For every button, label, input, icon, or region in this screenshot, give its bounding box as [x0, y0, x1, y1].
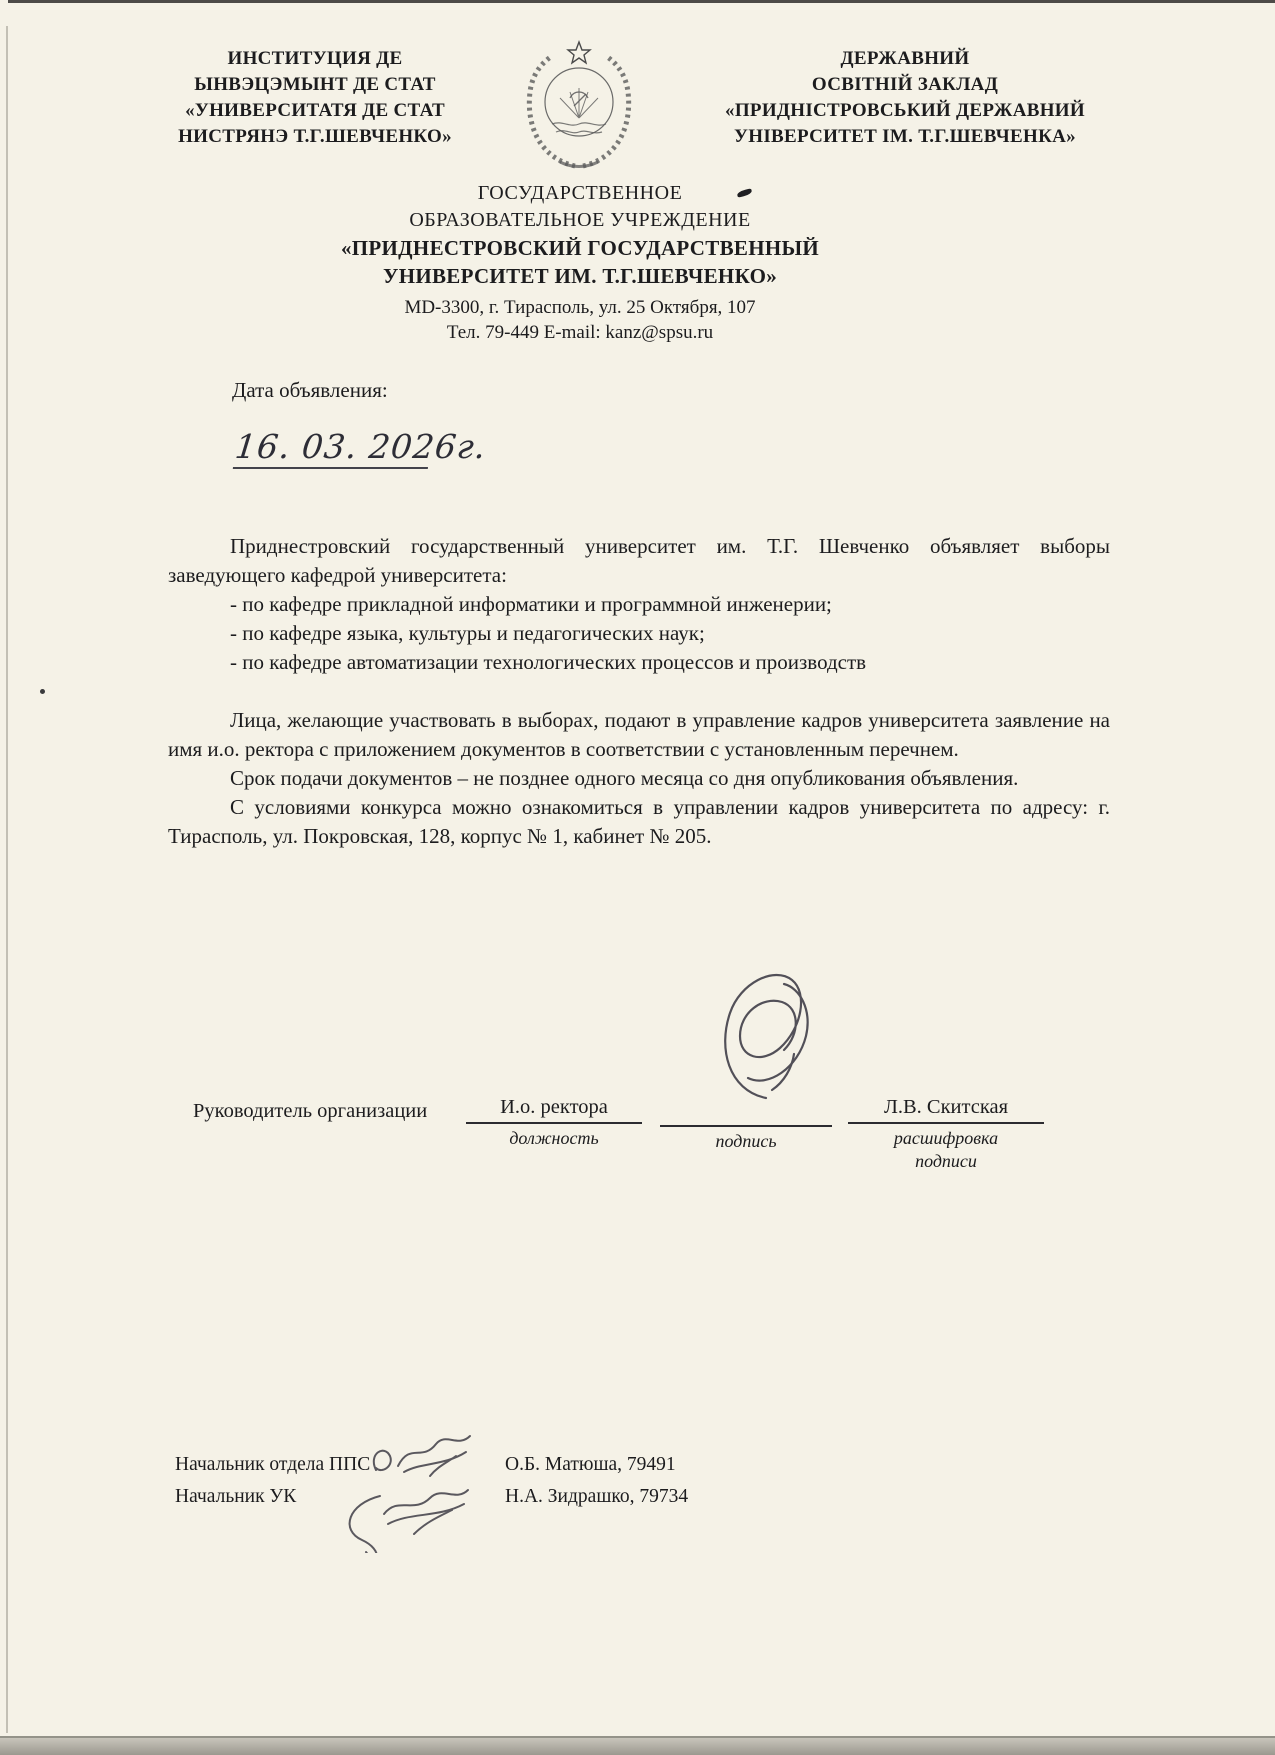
rector-signature [688, 958, 838, 1103]
paragraph-deadline: Срок подачи документов – не позднее одного месяца со дня опубликования объявления. [230, 766, 1019, 790]
scan-edge-top [8, 0, 1275, 3]
org-type-line: ГОСУДАРСТВЕННОЕ [477, 182, 683, 204]
name-caption-line: расшифровка [893, 1128, 999, 1148]
scan-edge-left [6, 26, 8, 1733]
name-caption [848, 1127, 1044, 1173]
letterhead-line: ДЕРЖАВНИЙ [840, 48, 970, 69]
date-label: Дата объявления: [232, 378, 388, 402]
letterhead-ukrainian [680, 46, 1130, 150]
footer-signatures [318, 1418, 503, 1553]
organization-block [240, 180, 920, 345]
paragraph-application: Лица, желающие участвовать в выборах, подают в управление кадров университета заявление на имя и.о. ректора с приложением документов в соответствии с установленным перечнем. [168, 708, 1110, 761]
org-name-line: «ПРИДНЕСТРОВСКИЙ ГОСУДАРСТВЕННЫЙ [340, 236, 820, 260]
footer-title-pps: Начальник отдела ППС [175, 1454, 371, 1475]
footer-title-uk: Начальник УК [175, 1486, 297, 1507]
letterhead-line: «ПРИДНІСТРОВСЬКИЙ ДЕРЖАВНИЙ [725, 100, 1085, 121]
university-coat-of-arms-icon [520, 40, 638, 172]
letterhead-line: НИСТРЯНЭ Т.Г.ШЕВЧЕНКО» [178, 126, 452, 147]
letterhead-line: ОСВІТНІЙ ЗАКЛАД [811, 74, 999, 95]
letterhead-line: ЫНВЭЦЭМЫНТ ДЕ СТАТ [194, 74, 436, 95]
name-caption-line: подписи [915, 1151, 977, 1171]
scan-edge-bottom-band [0, 1738, 1275, 1755]
paragraph-contact: С условиями конкурса можно ознакомиться в управлении кадров университета по адресу: г. Тирасполь, ул. Покровская, 128, корпус № 1, кабинет № 205. [168, 795, 1110, 848]
letterhead-moldovan [150, 46, 480, 150]
handwritten-date: 16. 03. 2026г. [233, 408, 434, 469]
org-contact: Тел. 79-449 E-mail: kanz@spsu.ru [446, 322, 714, 343]
signature-column [660, 1096, 832, 1153]
department-list-item: - по кафедре автоматизации технологических процессов и производств [230, 650, 867, 674]
signature-caption: подпись [715, 1131, 777, 1151]
letterhead-line: ИНСТИТУЦИЯ ДЕ [227, 48, 403, 69]
letterhead-line: «УНИВЕРСИТАТЯ ДЕ СТАТ [185, 100, 445, 121]
paragraph-intro: Приднестровский государственный университет им. Т.Г. Шевченко объявляет выборы заведующего кафедрой университета: [168, 534, 1110, 587]
signature-position-column [466, 1096, 642, 1150]
footer-name-uk: Н.А. Зидрашко, 79734 [505, 1486, 689, 1507]
signature-line [660, 1096, 832, 1127]
position-value: И.о. ректора [466, 1096, 642, 1124]
signature-name-column [848, 1096, 1044, 1173]
org-name-line: УНИВЕРСИТЕТ ИМ. Т.Г.ШЕВЧЕНКО» [382, 264, 778, 288]
footer-name-pps: О.Б. Матюша, 79491 [505, 1454, 676, 1475]
department-list-item: - по кафедре языка, культуры и педагогических наук; [230, 621, 705, 645]
signature-role-label: Руководитель организации [193, 1100, 428, 1122]
org-type-line: ОБРАЗОВАТЕЛЬНОЕ УЧРЕЖДЕНИЕ [409, 209, 751, 231]
department-list-item: - по кафедре прикладной информатики и программной инженерии; [230, 592, 832, 616]
org-address: MD-3300, г. Тирасполь, ул. 25 Октября, 107 [404, 297, 756, 318]
signer-name: Л.В. Скитская [848, 1096, 1044, 1124]
announcement-body [168, 532, 1110, 851]
letterhead-line: УНІВЕРСИТЕТ ІМ. Т.Г.ШЕВЧЕНКА» [734, 126, 1076, 147]
position-caption: должность [509, 1128, 599, 1148]
ink-speck [40, 689, 45, 694]
